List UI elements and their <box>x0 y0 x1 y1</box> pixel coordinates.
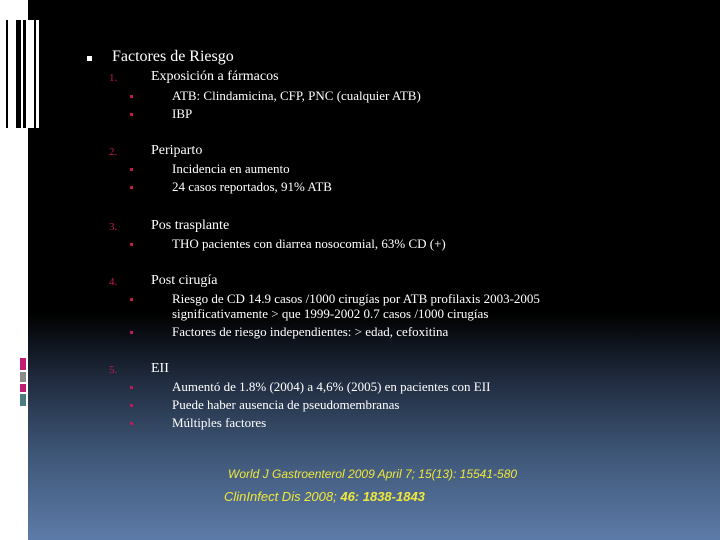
decor-bar <box>28 20 34 128</box>
citation-first: World J Gastroenterol 2009 April 7; 15(13): 15541-580 <box>228 467 518 481</box>
list-item: Incidencia en aumento <box>172 161 290 176</box>
citation-second-prefix: ClinInfect Dis 2008; <box>224 489 341 504</box>
decor-segment <box>20 358 26 370</box>
bullet-dot <box>130 95 133 98</box>
bullet-dot <box>130 422 133 425</box>
list-item: 24 casos reportados, 91% ATB <box>172 179 332 194</box>
section-number: 3. <box>109 221 118 233</box>
section-number: 1. <box>109 72 118 84</box>
list-item: Factores de riesgo independientes: > edad, cefoxitina <box>172 324 449 339</box>
bullet-dot <box>130 243 133 246</box>
decor-bar <box>23 20 26 128</box>
bullet-dot <box>130 113 133 116</box>
list-item: Aumentó de 1.8% (2004) a 4,6% (2005) en pacientes con EII <box>172 379 491 394</box>
list-item: ATB: Clindamicina, CFP, PNC (cualquier ATB) <box>172 88 421 103</box>
decor-segment <box>20 372 26 382</box>
list-item: Múltiples factores <box>172 415 267 430</box>
section-title: Periparto <box>151 143 203 158</box>
section-title: EII <box>151 361 169 376</box>
list-item: Puede haber ausencia de pseudomembranas <box>172 397 400 412</box>
section-number: 5. <box>109 364 118 376</box>
list-item: Riesgo de CD 14.9 casos /1000 cirugías por ATB profilaxis 2003-2005 <box>172 291 540 306</box>
bullet-dot <box>130 298 133 301</box>
decor-segment <box>20 384 26 392</box>
section-number: 2. <box>109 146 118 158</box>
decor-bar <box>6 20 14 128</box>
bullet-dot <box>130 404 133 407</box>
citation-second <box>224 489 425 504</box>
slide-heading: Factores de Riesgo <box>112 48 234 65</box>
bullet-dot <box>130 331 133 334</box>
bullet-dot <box>130 168 133 171</box>
bullet-dot <box>130 186 133 189</box>
list-item-continuation: significativamente > que 1999-2002 0.7 casos /1000 cirugías <box>172 306 489 321</box>
section-title: Post cirugía <box>151 273 218 288</box>
decor-bar <box>16 20 21 128</box>
citation-second-bold: 46: 1838-1843 <box>340 489 425 504</box>
section-title: Pos trasplante <box>151 218 230 233</box>
list-item: IBP <box>172 106 193 121</box>
bullet-square <box>87 56 92 61</box>
decor-bar <box>36 20 39 128</box>
bullet-dot <box>130 386 133 389</box>
list-item: THO pacientes con diarrea nosocomial, 63% CD (+) <box>172 236 446 251</box>
section-number: 4. <box>109 276 118 288</box>
decor-segment <box>20 394 26 406</box>
section-title: Exposición a fármacos <box>151 69 279 84</box>
